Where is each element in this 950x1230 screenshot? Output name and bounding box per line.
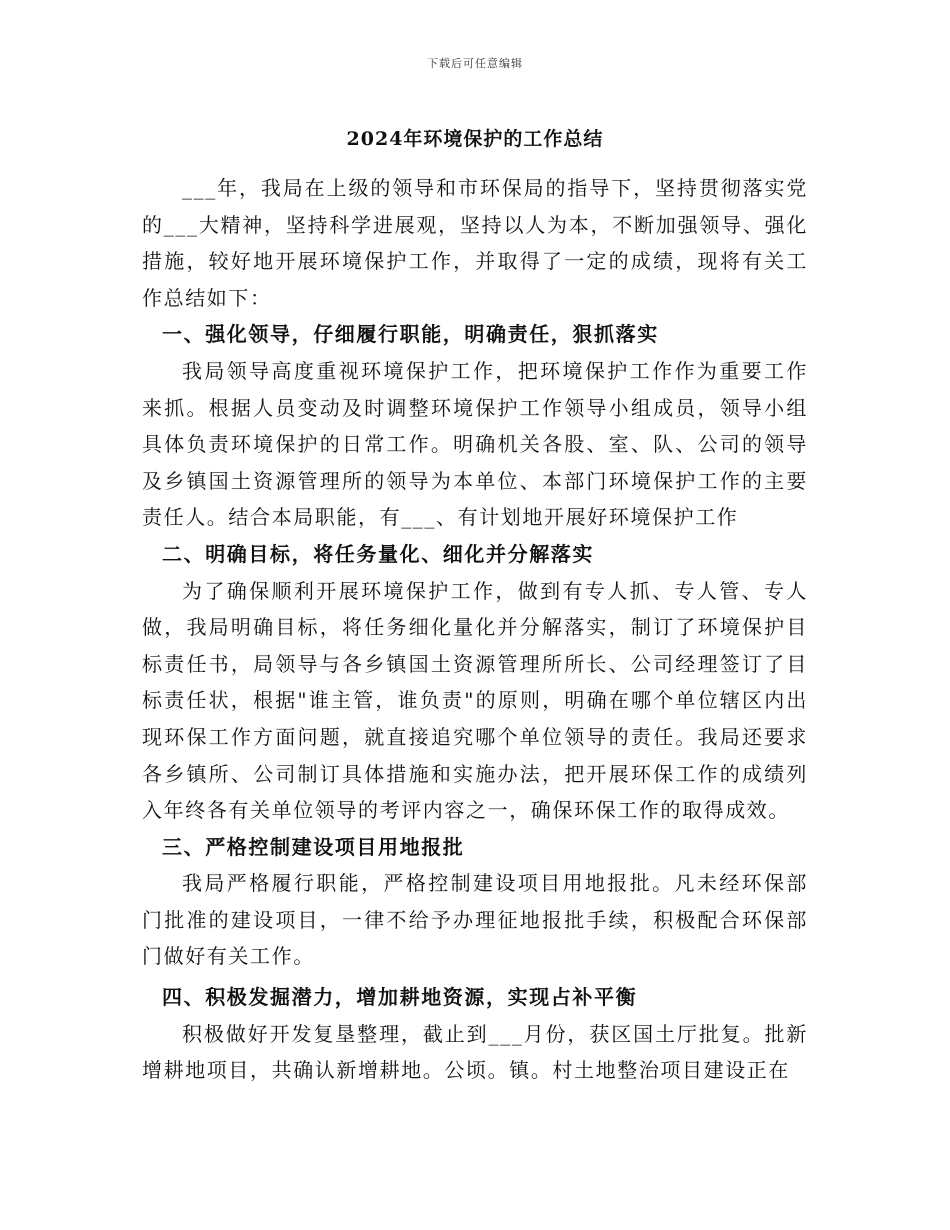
intro-paragraph: ___年，我局在上级的领导和市环保局的指导下，坚持贯彻落实党的___大精神，坚持科学进展观，坚持以人为本，不断加强领导、强化措施，较好地开展环境保护工作，并取得了一定的成绩，现将有关工作总结如下： (142, 176, 808, 310)
header-note: 下载后可任意编辑 (427, 57, 523, 70)
section-2-paragraph: 为了确保顺利开展环境保护工作，做到有专人抓、专人管、专人做，我局明确目标，将任务细化量化并分解落实，制订了环境保护目标责任书，局领导与各乡镇国土资源管理所所长、公司经理签订了目标责任状，根据"谁主管，谁负责"的原则，明确在哪个单位辖区内出现环保工作方面问题，就直接追究哪个单位领导的责任。我局还要求各乡镇所、公司制订具体措施和实施办法，把开展环保工作的成绩列入年终各有关单位领导的考评内容之一，确保环保工作的取得成效。 (142, 578, 808, 823)
section-2-heading: 二、明确目标，将任务量化、细化并分解落实 (162, 541, 594, 566)
section-3-heading: 三、严格控制建设项目用地报批 (162, 834, 465, 859)
document-body (142, 170, 808, 1089)
section-1-paragraph: 我局领导高度重视环境保护工作，把环境保护工作作为重要工作来抓。根据人员变动及时调整环境保护工作领导小组成员，领导小组具体负责环境保护的日常工作。明确机关各股、室、队、公司的领导及乡镇国土资源管理所的领导为本单位、本部门环境保护工作的主要责任人。结合本局职能，有___、有计划地开展好环境保护工作 (142, 358, 808, 530)
section-3-paragraph: 我局严格履行职能，严格控制建设项目用地报批。凡未经环保部门批准的建设项目，一律不给予办理征地报批手续，积极配合环保部门做好有关工作。 (142, 871, 808, 969)
document-title: 2024年环境保护的工作总结 (346, 128, 604, 150)
section-4-paragraph: 积极做好开发复垦整理，截止到___月份，获区国土厅批复。批新增耕地项目，共确认新增耕地。公顷。镇。村土地整治项目建设正在 (142, 1021, 808, 1083)
section-1-heading: 一、强化领导，仔细履行职能，明确责任，狠抓落实 (162, 322, 659, 347)
section-4-heading: 四、积极发掘潜力，增加耕地资源，实现占补平衡 (162, 985, 638, 1010)
